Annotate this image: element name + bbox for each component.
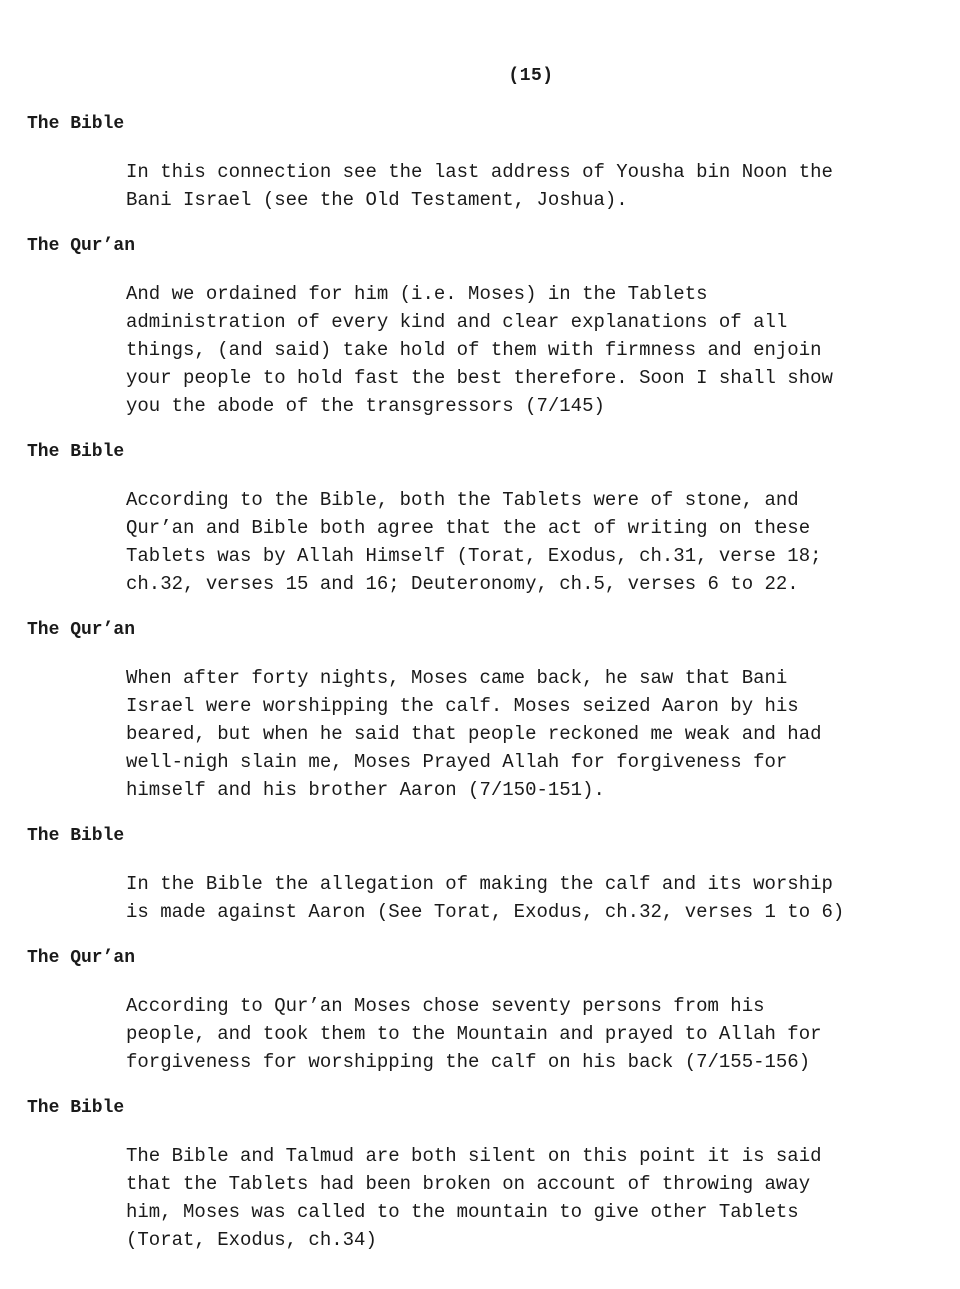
paragraph-line: people, and took them to the Mountain and prayed to Allah for xyxy=(126,1023,822,1045)
section-heading-bible: The Bible xyxy=(27,1098,125,1118)
section-paragraph xyxy=(126,664,822,804)
paragraph-line: you the abode of the transgressors (7/145) xyxy=(126,395,605,417)
paragraph-line: him, Moses was called to the mountain to give other Tablets xyxy=(126,1201,799,1223)
section-paragraph xyxy=(126,1142,822,1254)
paragraph-line: In the Bible the allegation of making the calf and its worship xyxy=(126,873,833,895)
paragraph-line: The Bible and Talmud are both silent on this point it is said xyxy=(126,1145,822,1167)
section-paragraph xyxy=(126,158,833,214)
paragraph-line: When after forty nights, Moses came back, he saw that Bani xyxy=(126,667,788,689)
paragraph-line: things, (and said) take hold of them with firmness and enjoin xyxy=(126,339,822,361)
paragraph-line: (Torat, Exodus, ch.34) xyxy=(126,1229,377,1251)
section-paragraph xyxy=(126,870,844,926)
paragraph-line: beared, but when he said that people reckoned me weak and had xyxy=(126,723,822,745)
paragraph-line: Bani Israel (see the Old Testament, Joshua). xyxy=(126,189,628,211)
section-heading-bible: The Bible xyxy=(27,114,125,134)
paragraph-line: According to Qur’an Moses chose seventy persons from his xyxy=(126,995,765,1017)
section-paragraph xyxy=(126,486,822,598)
paragraph-line: is made against Aaron (See Torat, Exodus, ch.32, verses 1 to 6) xyxy=(126,901,845,923)
section-paragraph xyxy=(126,280,833,420)
section-heading-bible: The Bible xyxy=(27,826,125,846)
paragraph-line: According to the Bible, both the Tablets were of stone, and xyxy=(126,489,799,511)
section-heading-quran: The Qur’an xyxy=(27,948,136,968)
paragraph-line: In this connection see the last address of Yousha bin Noon the xyxy=(126,161,833,183)
paragraph-line: forgiveness for worshipping the calf on his back (7/155-156) xyxy=(126,1051,811,1073)
section-paragraph xyxy=(126,992,822,1076)
paragraph-line: And we ordained for him (i.e. Moses) in the Tablets xyxy=(126,283,708,305)
paragraph-line: your people to hold fast the best therefore. Soon I shall show xyxy=(126,367,833,389)
paragraph-line: ch.32, verses 15 and 16; Deuteronomy, ch.5, verses 6 to 22. xyxy=(126,573,799,595)
page-number: (15) xyxy=(508,66,554,86)
paragraph-line: Tablets was by Allah Himself (Torat, Exodus, ch.31, verse 18; xyxy=(126,545,822,567)
paragraph-line: Qur’an and Bible both agree that the act of writing on these xyxy=(126,517,811,539)
paragraph-line: Israel were worshipping the calf. Moses seized Aaron by his xyxy=(126,695,799,717)
section-heading-quran: The Qur’an xyxy=(27,236,136,256)
section-heading-quran: The Qur’an xyxy=(27,620,136,640)
paragraph-line: himself and his brother Aaron (7/150-151). xyxy=(126,779,605,801)
paragraph-line: administration of every kind and clear explanations of all xyxy=(126,311,788,333)
section-heading-bible: The Bible xyxy=(27,442,125,462)
paragraph-line: well-nigh slain me, Moses Prayed Allah for forgiveness for xyxy=(126,751,788,773)
paragraph-line: that the Tablets had been broken on account of throwing away xyxy=(126,1173,811,1195)
